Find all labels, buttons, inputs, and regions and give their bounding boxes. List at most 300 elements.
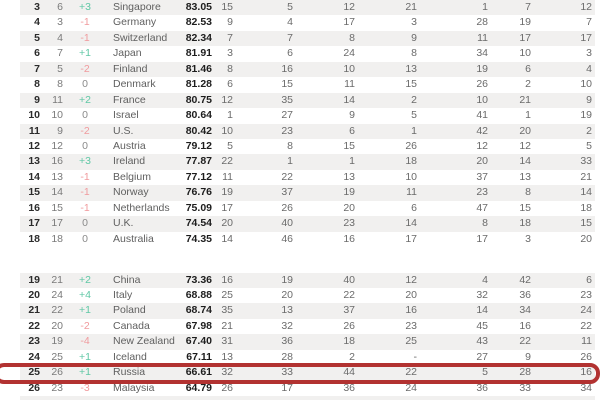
table-row-ireland bbox=[20, 154, 595, 169]
indicator-value-cell: 23 bbox=[476, 186, 488, 199]
table-row-italy bbox=[20, 288, 595, 303]
indicator-value-cell: 10 bbox=[580, 78, 592, 91]
table-row-netherlands bbox=[20, 201, 595, 216]
indicator-value-cell: 18 bbox=[519, 217, 531, 230]
indicator-value-cell: 12 bbox=[405, 273, 417, 286]
score-cell: 74.54 bbox=[185, 217, 212, 230]
indicator-value-cell: 26 bbox=[343, 319, 355, 332]
indicator-value-cell: - bbox=[413, 350, 417, 363]
indicator-value-cell: 22 bbox=[405, 366, 417, 379]
score-cell: 79.12 bbox=[185, 139, 212, 152]
country-cell: Japan bbox=[113, 47, 142, 60]
indicator-value-cell: 34 bbox=[580, 381, 592, 394]
indicator-value-cell: 24 bbox=[343, 47, 355, 60]
rank-cell: 14 bbox=[28, 170, 40, 183]
indicator-value-cell: 2 bbox=[525, 78, 531, 91]
country-cell: New Zealand bbox=[113, 335, 175, 348]
indicator-value-cell: 36 bbox=[476, 381, 488, 394]
indicator-value-cell: 44 bbox=[343, 366, 355, 379]
indicator-value-cell: 14 bbox=[221, 232, 233, 245]
indicator-value-cell: 36 bbox=[343, 381, 355, 394]
rank-change-cell: -3 bbox=[80, 381, 90, 394]
previous-rank-cell: 25 bbox=[51, 350, 63, 363]
indicator-value-cell: 40 bbox=[343, 273, 355, 286]
indicator-value-cell: 15 bbox=[343, 139, 355, 152]
previous-rank-cell: 8 bbox=[57, 78, 63, 91]
indicator-value-cell: 5 bbox=[586, 139, 592, 152]
country-cell: Belgium bbox=[113, 170, 151, 183]
country-cell: Ireland bbox=[113, 155, 146, 168]
indicator-value-cell: 28 bbox=[519, 366, 531, 379]
indicator-value-cell: 37 bbox=[343, 304, 355, 317]
country-cell: France bbox=[113, 93, 146, 106]
indicator-value-cell: 37 bbox=[281, 186, 293, 199]
indicator-value-cell: 16 bbox=[405, 304, 417, 317]
table-row-russia bbox=[20, 365, 595, 380]
indicator-value-cell: 12 bbox=[343, 1, 355, 13]
indicator-value-cell: 6 bbox=[349, 124, 355, 137]
rank-cell: 12 bbox=[28, 139, 40, 152]
indicator-value-cell: 23 bbox=[580, 288, 592, 301]
table-row-new-zealand bbox=[20, 334, 595, 349]
indicator-value-cell: 21 bbox=[405, 1, 417, 13]
indicator-value-cell: 8 bbox=[482, 217, 488, 230]
indicator-value-cell: 26 bbox=[580, 350, 592, 363]
score-cell: 81.91 bbox=[185, 47, 212, 60]
country-cell: Singapore bbox=[113, 1, 161, 13]
indicator-value-cell: 17 bbox=[281, 381, 293, 394]
indicator-value-cell: 21 bbox=[519, 93, 531, 106]
previous-rank-cell: 16 bbox=[51, 155, 63, 168]
indicator-value-cell: 22 bbox=[519, 335, 531, 348]
indicator-value-cell: 8 bbox=[227, 62, 233, 75]
rank-change-cell: 0 bbox=[82, 217, 88, 230]
indicator-value-cell: 16 bbox=[281, 62, 293, 75]
indicator-value-cell: 9 bbox=[525, 350, 531, 363]
indicator-value-cell: 33 bbox=[519, 381, 531, 394]
indicator-value-cell: 5 bbox=[287, 1, 293, 13]
indicator-value-cell: 32 bbox=[221, 366, 233, 379]
previous-rank-cell: 3 bbox=[57, 16, 63, 29]
rankings-block-bottom bbox=[20, 273, 595, 397]
indicator-value-cell: 7 bbox=[586, 16, 592, 29]
country-cell: Australia bbox=[113, 232, 154, 245]
table-row-malaysia bbox=[20, 381, 595, 396]
rank-cell: 13 bbox=[28, 155, 40, 168]
indicator-value-cell: 13 bbox=[519, 170, 531, 183]
indicator-value-cell: 8 bbox=[411, 47, 417, 60]
indicator-value-cell: 15 bbox=[580, 217, 592, 230]
indicator-value-cell: 9 bbox=[227, 16, 233, 29]
rank-change-cell: 0 bbox=[82, 78, 88, 91]
indicator-value-cell: 15 bbox=[405, 78, 417, 91]
rank-cell: 6 bbox=[34, 47, 40, 60]
indicator-value-cell: 14 bbox=[519, 155, 531, 168]
score-cell: 80.75 bbox=[185, 93, 212, 106]
country-cell: Netherlands bbox=[113, 201, 170, 214]
country-cell: China bbox=[113, 273, 141, 286]
previous-rank-cell: 22 bbox=[51, 304, 63, 317]
rank-cell: 25 bbox=[28, 366, 40, 379]
indicator-value-cell: 7 bbox=[525, 1, 531, 13]
indicator-value-cell: 5 bbox=[482, 366, 488, 379]
country-cell: Poland bbox=[113, 304, 146, 317]
indicator-value-cell: 3 bbox=[411, 16, 417, 29]
previous-rank-cell: 20 bbox=[51, 319, 63, 332]
indicator-value-cell: 13 bbox=[405, 62, 417, 75]
indicator-value-cell: 3 bbox=[586, 47, 592, 60]
previous-rank-cell: 17 bbox=[51, 217, 63, 230]
indicator-value-cell: 14 bbox=[405, 217, 417, 230]
indicator-value-cell: 34 bbox=[519, 304, 531, 317]
indicator-value-cell: 1 bbox=[411, 124, 417, 137]
indicator-value-cell: 16 bbox=[343, 232, 355, 245]
rank-cell: 8 bbox=[34, 78, 40, 91]
indicator-value-cell: 7 bbox=[287, 31, 293, 44]
indicator-value-cell: 17 bbox=[580, 31, 592, 44]
country-cell: U.K. bbox=[113, 217, 134, 230]
rank-cell: 4 bbox=[34, 16, 40, 29]
indicator-value-cell: 42 bbox=[519, 273, 531, 286]
rank-change-cell: +1 bbox=[79, 304, 91, 317]
indicator-value-cell: 23 bbox=[343, 217, 355, 230]
indicator-value-cell: 43 bbox=[476, 335, 488, 348]
indicator-value-cell: 9 bbox=[411, 31, 417, 44]
rank-change-cell: 0 bbox=[82, 139, 88, 152]
previous-rank-cell: 9 bbox=[57, 124, 63, 137]
indicator-value-cell: 17 bbox=[343, 16, 355, 29]
indicator-value-cell: 10 bbox=[405, 170, 417, 183]
country-cell: Malaysia bbox=[113, 381, 155, 394]
rank-change-cell: -1 bbox=[80, 201, 90, 214]
table-row-australia bbox=[20, 232, 595, 247]
previous-rank-cell: 18 bbox=[51, 232, 63, 245]
rank-change-cell: 0 bbox=[82, 232, 88, 245]
indicator-value-cell: 2 bbox=[349, 350, 355, 363]
previous-rank-cell: 10 bbox=[51, 109, 63, 122]
rank-cell: 17 bbox=[28, 217, 40, 230]
country-cell: Canada bbox=[113, 319, 150, 332]
rank-change-cell: +3 bbox=[79, 1, 91, 13]
indicator-value-cell: 6 bbox=[586, 273, 592, 286]
indicator-value-cell: 47 bbox=[476, 201, 488, 214]
previous-rank-cell: 23 bbox=[51, 381, 63, 394]
indicator-value-cell: 33 bbox=[580, 155, 592, 168]
indicator-value-cell: 12 bbox=[519, 139, 531, 152]
indicator-value-cell: 8 bbox=[349, 31, 355, 44]
country-cell: Italy bbox=[113, 288, 133, 301]
rank-change-cell: +1 bbox=[79, 350, 91, 363]
indicator-value-cell: 17 bbox=[405, 232, 417, 245]
previous-rank-cell: 4 bbox=[57, 31, 63, 44]
indicator-value-cell: 31 bbox=[221, 335, 233, 348]
indicator-value-cell: 25 bbox=[405, 335, 417, 348]
rank-change-cell: -1 bbox=[80, 16, 90, 29]
previous-rank-cell: 24 bbox=[51, 288, 63, 301]
score-cell: 81.46 bbox=[185, 62, 212, 75]
score-cell: 77.12 bbox=[185, 170, 212, 183]
score-cell: 68.88 bbox=[185, 288, 212, 301]
indicator-value-cell: 26 bbox=[281, 201, 293, 214]
table-row-iceland bbox=[20, 350, 595, 365]
indicator-value-cell: 22 bbox=[580, 319, 592, 332]
rank-change-cell: +2 bbox=[79, 273, 91, 286]
indicator-value-cell: 6 bbox=[525, 62, 531, 75]
indicator-value-cell: 26 bbox=[476, 78, 488, 91]
indicator-value-cell: 40 bbox=[281, 217, 293, 230]
indicator-value-cell: 17 bbox=[221, 201, 233, 214]
indicator-value-cell: 35 bbox=[281, 93, 293, 106]
rank-cell: 3 bbox=[34, 1, 40, 13]
indicator-value-cell: 20 bbox=[476, 155, 488, 168]
indicator-value-cell: 15 bbox=[281, 78, 293, 91]
previous-rank-cell: 11 bbox=[52, 93, 63, 106]
table-row-china bbox=[20, 273, 595, 288]
rank-cell: 23 bbox=[28, 335, 40, 348]
rank-change-cell: +2 bbox=[79, 93, 91, 106]
indicator-value-cell: 11 bbox=[581, 335, 592, 348]
indicator-value-cell: 37 bbox=[476, 170, 488, 183]
table-row-norway bbox=[20, 185, 595, 200]
rank-cell: 10 bbox=[28, 109, 40, 122]
previous-rank-cell: 19 bbox=[51, 335, 63, 348]
indicator-value-cell: 19 bbox=[343, 186, 355, 199]
indicator-value-cell: 23 bbox=[405, 319, 417, 332]
rank-change-cell: +3 bbox=[79, 155, 91, 168]
indicator-value-cell: 13 bbox=[221, 350, 233, 363]
indicator-value-cell: 22 bbox=[281, 170, 293, 183]
indicator-value-cell: 11 bbox=[406, 186, 417, 199]
table-row-canada bbox=[20, 319, 595, 334]
indicator-value-cell: 24 bbox=[405, 381, 417, 394]
indicator-value-cell: 22 bbox=[343, 288, 355, 301]
indicator-value-cell: 32 bbox=[476, 288, 488, 301]
previous-rank-cell: 15 bbox=[51, 201, 63, 214]
table-row-germany bbox=[20, 15, 595, 30]
table-row-u-s bbox=[20, 124, 595, 139]
table-row-belgium bbox=[20, 170, 595, 185]
indicator-value-cell: 19 bbox=[476, 62, 488, 75]
score-cell: 81.28 bbox=[185, 78, 212, 91]
indicator-value-cell: 26 bbox=[221, 381, 233, 394]
indicator-value-cell: 10 bbox=[343, 62, 355, 75]
indicator-value-cell: 5 bbox=[227, 139, 233, 152]
previous-rank-cell: 14 bbox=[51, 186, 63, 199]
indicator-value-cell: 15 bbox=[221, 1, 233, 13]
table-row-u-k bbox=[20, 216, 595, 231]
score-cell: 67.11 bbox=[186, 350, 212, 363]
indicator-value-cell: 6 bbox=[227, 78, 233, 91]
partial-next-row bbox=[20, 396, 595, 400]
score-cell: 67.98 bbox=[185, 319, 212, 332]
indicator-value-cell: 9 bbox=[349, 109, 355, 122]
indicator-value-cell: 42 bbox=[476, 124, 488, 137]
table-row-poland bbox=[20, 303, 595, 318]
indicator-value-cell: 18 bbox=[405, 155, 417, 168]
table-row-france bbox=[20, 93, 595, 108]
score-cell: 82.34 bbox=[185, 31, 212, 44]
indicator-value-cell: 41 bbox=[476, 109, 488, 122]
indicator-value-cell: 23 bbox=[281, 124, 293, 137]
rankings-block-top bbox=[20, 0, 595, 247]
indicator-value-cell: 16 bbox=[221, 273, 233, 286]
rank-change-cell: 0 bbox=[82, 109, 88, 122]
score-cell: 76.76 bbox=[185, 186, 212, 199]
indicator-value-cell: 8 bbox=[287, 139, 293, 152]
indicator-value-cell: 20 bbox=[221, 217, 233, 230]
indicator-value-cell: 14 bbox=[580, 186, 592, 199]
indicator-value-cell: 2 bbox=[411, 93, 417, 106]
rank-change-cell: -2 bbox=[80, 319, 90, 332]
indicator-value-cell: 6 bbox=[287, 47, 293, 60]
indicator-value-cell: 5 bbox=[411, 109, 417, 122]
indicator-value-cell: 17 bbox=[476, 232, 488, 245]
indicator-value-cell: 8 bbox=[525, 186, 531, 199]
score-cell: 75.09 bbox=[185, 201, 212, 214]
indicator-value-cell: 19 bbox=[221, 186, 233, 199]
score-cell: 74.35 bbox=[185, 232, 212, 245]
indicator-value-cell: 36 bbox=[281, 335, 293, 348]
rank-cell: 5 bbox=[34, 31, 40, 44]
rank-cell: 20 bbox=[28, 288, 40, 301]
table-row-singapore bbox=[20, 0, 595, 15]
score-cell: 73.36 bbox=[185, 273, 212, 286]
indicator-value-cell: 11 bbox=[222, 170, 233, 183]
previous-rank-cell: 13 bbox=[51, 170, 63, 183]
indicator-value-cell: 17 bbox=[519, 31, 531, 44]
indicator-value-cell: 24 bbox=[580, 304, 592, 317]
rank-change-cell: -4 bbox=[80, 335, 90, 348]
indicator-value-cell: 19 bbox=[281, 273, 293, 286]
indicator-value-cell: 20 bbox=[580, 232, 592, 245]
indicator-value-cell: 22 bbox=[221, 155, 233, 168]
indicator-value-cell: 18 bbox=[343, 335, 355, 348]
indicator-value-cell: 28 bbox=[476, 16, 488, 29]
indicator-value-cell: 32 bbox=[281, 319, 293, 332]
previous-rank-cell: 12 bbox=[51, 139, 63, 152]
country-cell: Russia bbox=[113, 366, 146, 379]
country-cell: Norway bbox=[113, 186, 149, 199]
indicator-value-cell: 16 bbox=[580, 366, 592, 379]
indicator-value-cell: 34 bbox=[476, 47, 488, 60]
table-row-switzerland bbox=[20, 31, 595, 46]
rank-cell: 22 bbox=[28, 319, 40, 332]
indicator-value-cell: 18 bbox=[580, 201, 592, 214]
indicator-value-cell: 11 bbox=[477, 31, 488, 44]
score-cell: 64.79 bbox=[185, 381, 212, 394]
indicator-value-cell: 20 bbox=[343, 201, 355, 214]
indicator-value-cell: 14 bbox=[343, 93, 355, 106]
indicator-value-cell: 3 bbox=[227, 47, 233, 60]
rank-cell: 19 bbox=[28, 273, 40, 286]
indicator-value-cell: 16 bbox=[519, 319, 531, 332]
indicator-value-cell: 20 bbox=[405, 288, 417, 301]
indicator-value-cell: 21 bbox=[580, 170, 592, 183]
country-cell: Israel bbox=[113, 109, 139, 122]
table-row-denmark bbox=[20, 77, 595, 92]
indicator-value-cell: 4 bbox=[586, 62, 592, 75]
indicator-value-cell: 2 bbox=[586, 124, 592, 137]
rank-change-cell: +1 bbox=[79, 366, 91, 379]
country-cell: Denmark bbox=[113, 78, 156, 91]
previous-rank-cell: 7 bbox=[57, 47, 63, 60]
previous-rank-cell: 5 bbox=[57, 62, 63, 75]
score-cell: 83.05 bbox=[185, 1, 212, 13]
indicator-value-cell: 26 bbox=[405, 139, 417, 152]
indicator-value-cell: 6 bbox=[411, 201, 417, 214]
score-cell: 82.53 bbox=[185, 16, 212, 29]
rank-cell: 16 bbox=[28, 201, 40, 214]
indicator-value-cell: 10 bbox=[476, 93, 488, 106]
rank-change-cell: -1 bbox=[80, 170, 90, 183]
previous-rank-cell: 6 bbox=[57, 1, 63, 13]
rank-cell: 21 bbox=[28, 304, 40, 317]
indicator-value-cell: 21 bbox=[221, 319, 233, 332]
indicator-value-cell: 27 bbox=[476, 350, 488, 363]
indicator-value-cell: 20 bbox=[281, 288, 293, 301]
score-cell: 80.64 bbox=[185, 109, 212, 122]
indicator-value-cell: 12 bbox=[221, 93, 233, 106]
indicator-value-cell: 1 bbox=[227, 109, 233, 122]
rank-change-cell: -1 bbox=[80, 31, 90, 44]
rank-cell: 11 bbox=[28, 124, 40, 137]
indicator-value-cell: 1 bbox=[525, 109, 531, 122]
score-cell: 77.87 bbox=[185, 155, 212, 168]
rank-change-cell: +4 bbox=[79, 288, 91, 301]
country-cell: Iceland bbox=[113, 350, 147, 363]
indicator-value-cell: 19 bbox=[519, 16, 531, 29]
indicator-value-cell: 13 bbox=[343, 170, 355, 183]
indicator-value-cell: 4 bbox=[287, 16, 293, 29]
rank-change-cell: -1 bbox=[80, 186, 90, 199]
indicator-value-cell: 7 bbox=[227, 31, 233, 44]
indicator-value-cell: 4 bbox=[482, 273, 488, 286]
indicator-value-cell: 11 bbox=[344, 78, 355, 91]
rank-cell: 7 bbox=[34, 62, 40, 75]
table-row-finland bbox=[20, 62, 595, 77]
country-cell: Switzerland bbox=[113, 31, 168, 44]
indicator-value-cell: 9 bbox=[586, 93, 592, 106]
indicator-value-cell: 12 bbox=[476, 139, 488, 152]
indicator-value-cell: 33 bbox=[281, 366, 293, 379]
previous-rank-cell: 21 bbox=[51, 273, 63, 286]
indicator-value-cell: 14 bbox=[476, 304, 488, 317]
indicator-value-cell: 46 bbox=[281, 232, 293, 245]
indicator-value-cell: 1 bbox=[482, 1, 488, 13]
rank-change-cell: +1 bbox=[79, 47, 91, 60]
indicator-value-cell: 15 bbox=[519, 201, 531, 214]
indicator-value-cell: 45 bbox=[476, 319, 488, 332]
rank-change-cell: -2 bbox=[80, 124, 90, 137]
indicator-value-cell: 27 bbox=[281, 109, 293, 122]
indicator-value-cell: 13 bbox=[281, 304, 293, 317]
previous-rank-cell: 26 bbox=[51, 366, 63, 379]
score-cell: 68.74 bbox=[185, 304, 212, 317]
rank-cell: 18 bbox=[28, 232, 40, 245]
indicator-value-cell: 12 bbox=[580, 1, 592, 13]
indicator-value-cell: 10 bbox=[519, 47, 531, 60]
table-row-austria bbox=[20, 139, 595, 154]
country-cell: Germany bbox=[113, 16, 157, 29]
indicator-value-cell: 1 bbox=[349, 155, 355, 168]
rank-change-cell: -2 bbox=[80, 62, 90, 75]
indicator-value-cell: 3 bbox=[525, 232, 531, 245]
rank-cell: 24 bbox=[28, 350, 40, 363]
rank-cell: 15 bbox=[28, 186, 40, 199]
indicator-value-cell: 1 bbox=[287, 155, 293, 168]
indicator-value-cell: 35 bbox=[221, 304, 233, 317]
indicator-value-cell: 25 bbox=[221, 288, 233, 301]
